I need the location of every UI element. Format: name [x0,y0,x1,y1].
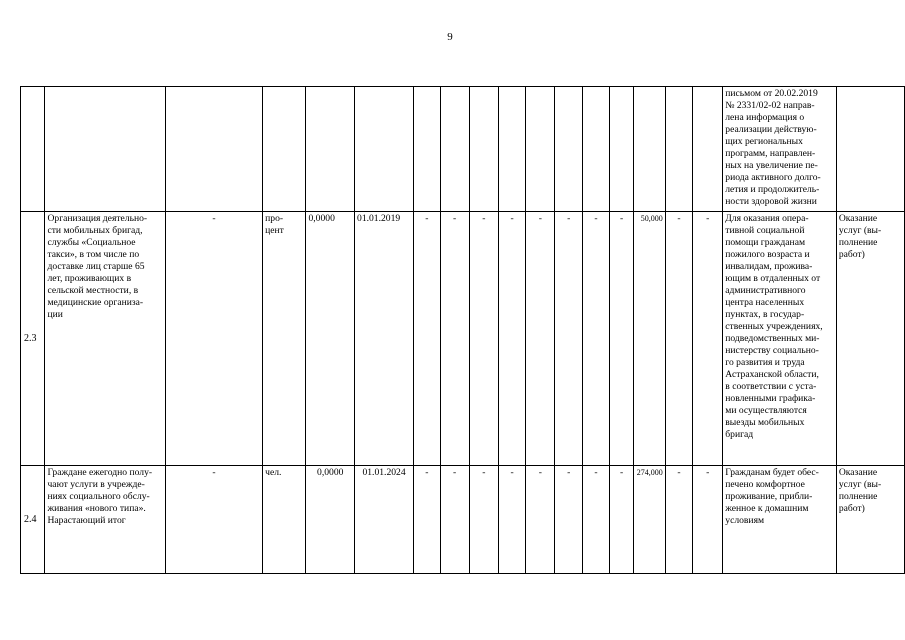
result-type-cell: Оказание услуг (вы- полнение работ) [836,466,904,574]
description-cell: Гражданам будет обес- печено комфортное проживание, прибли- женное к домашним условиям [723,466,837,574]
year-cell: - [610,466,634,574]
unit-cell: чел. [263,466,306,574]
indicator-name [45,87,165,212]
base-value-cell [306,87,355,212]
year-cell [498,87,525,212]
year-cell: - [555,212,582,466]
extra-cell [693,87,723,212]
year-cell [582,87,609,212]
indicators-table [20,86,905,574]
unit-cell: про- цент [263,212,306,466]
extra-cell: - [665,466,692,574]
base-cell: - [165,466,262,574]
base-date-cell: 01.01.2024 [355,466,414,574]
year-cell: - [414,212,440,466]
base-date-cell [355,87,414,212]
base-value-cell: 0,0000 [306,466,355,574]
target-cell: 50,000 [633,212,665,466]
table-row [21,87,905,212]
row-number [21,87,45,212]
base-cell [165,87,262,212]
year-cell: - [414,466,440,574]
description-cell: Для оказания опера- тивной социальной помощи гражданам пожилого возраста и инвалидам, прожива- ющим в отдаленных от административного центра населенных пунктах, в государ- ственных учреждениях, подведомственных ми- нистерству социально- го развития и труда Астраханской области, в соответствии с уста- новленными графика- ми осуществляются выезды мобильных бригад [723,212,837,466]
unit-cell [263,87,306,212]
year-cell: - [582,466,609,574]
year-cell: - [582,212,609,466]
year-cell [414,87,440,212]
indicator-name: Граждане ежегодно полу- чают услуги в учрежде- ниях социального обслу- живания «нового типа». Нарастающий итог [45,466,165,574]
year-cell: - [469,466,498,574]
extra-cell [665,87,692,212]
result-type-cell [836,87,904,212]
description-cell: письмом от 20.02.2019 № 2331/02-02 направ- лена информация о реализации действую- щих региональных программ, направлен- ных на увеличение пе- риода активного долго- летия и продолжитель- ности здоровой жизни [723,87,837,212]
year-cell [610,87,634,212]
year-cell: - [440,212,469,466]
target-cell [633,87,665,212]
extra-cell: - [693,212,723,466]
year-cell [526,87,555,212]
table-row [21,212,905,466]
year-cell: - [526,212,555,466]
year-cell: - [469,212,498,466]
page-number: 9 [447,31,453,43]
extra-cell: - [693,466,723,574]
year-cell: - [498,466,525,574]
year-cell: - [555,466,582,574]
base-cell: - [165,212,262,466]
target-cell: 274,000 [633,466,665,574]
year-cell: - [440,466,469,574]
base-date-cell: 01.01.2019 [355,212,414,466]
result-type-cell: Оказание услуг (вы- полнение работ) [836,212,904,466]
year-cell: - [498,212,525,466]
year-cell [555,87,582,212]
indicator-name: Организация деятельно- сти мобильных бригад, службы «Социальное такси», в том числе по доставке лиц старше 65 лет, проживающих в сельской местности, в медицинские организа- ции [45,212,165,466]
year-cell [469,87,498,212]
table-row [21,466,905,574]
extra-cell: - [665,212,692,466]
year-cell [440,87,469,212]
year-cell: - [526,466,555,574]
row-number: 2.3 [21,212,45,466]
row-number: 2.4 [21,466,45,574]
base-value-cell: 0,0000 [306,212,355,466]
year-cell: - [610,212,634,466]
